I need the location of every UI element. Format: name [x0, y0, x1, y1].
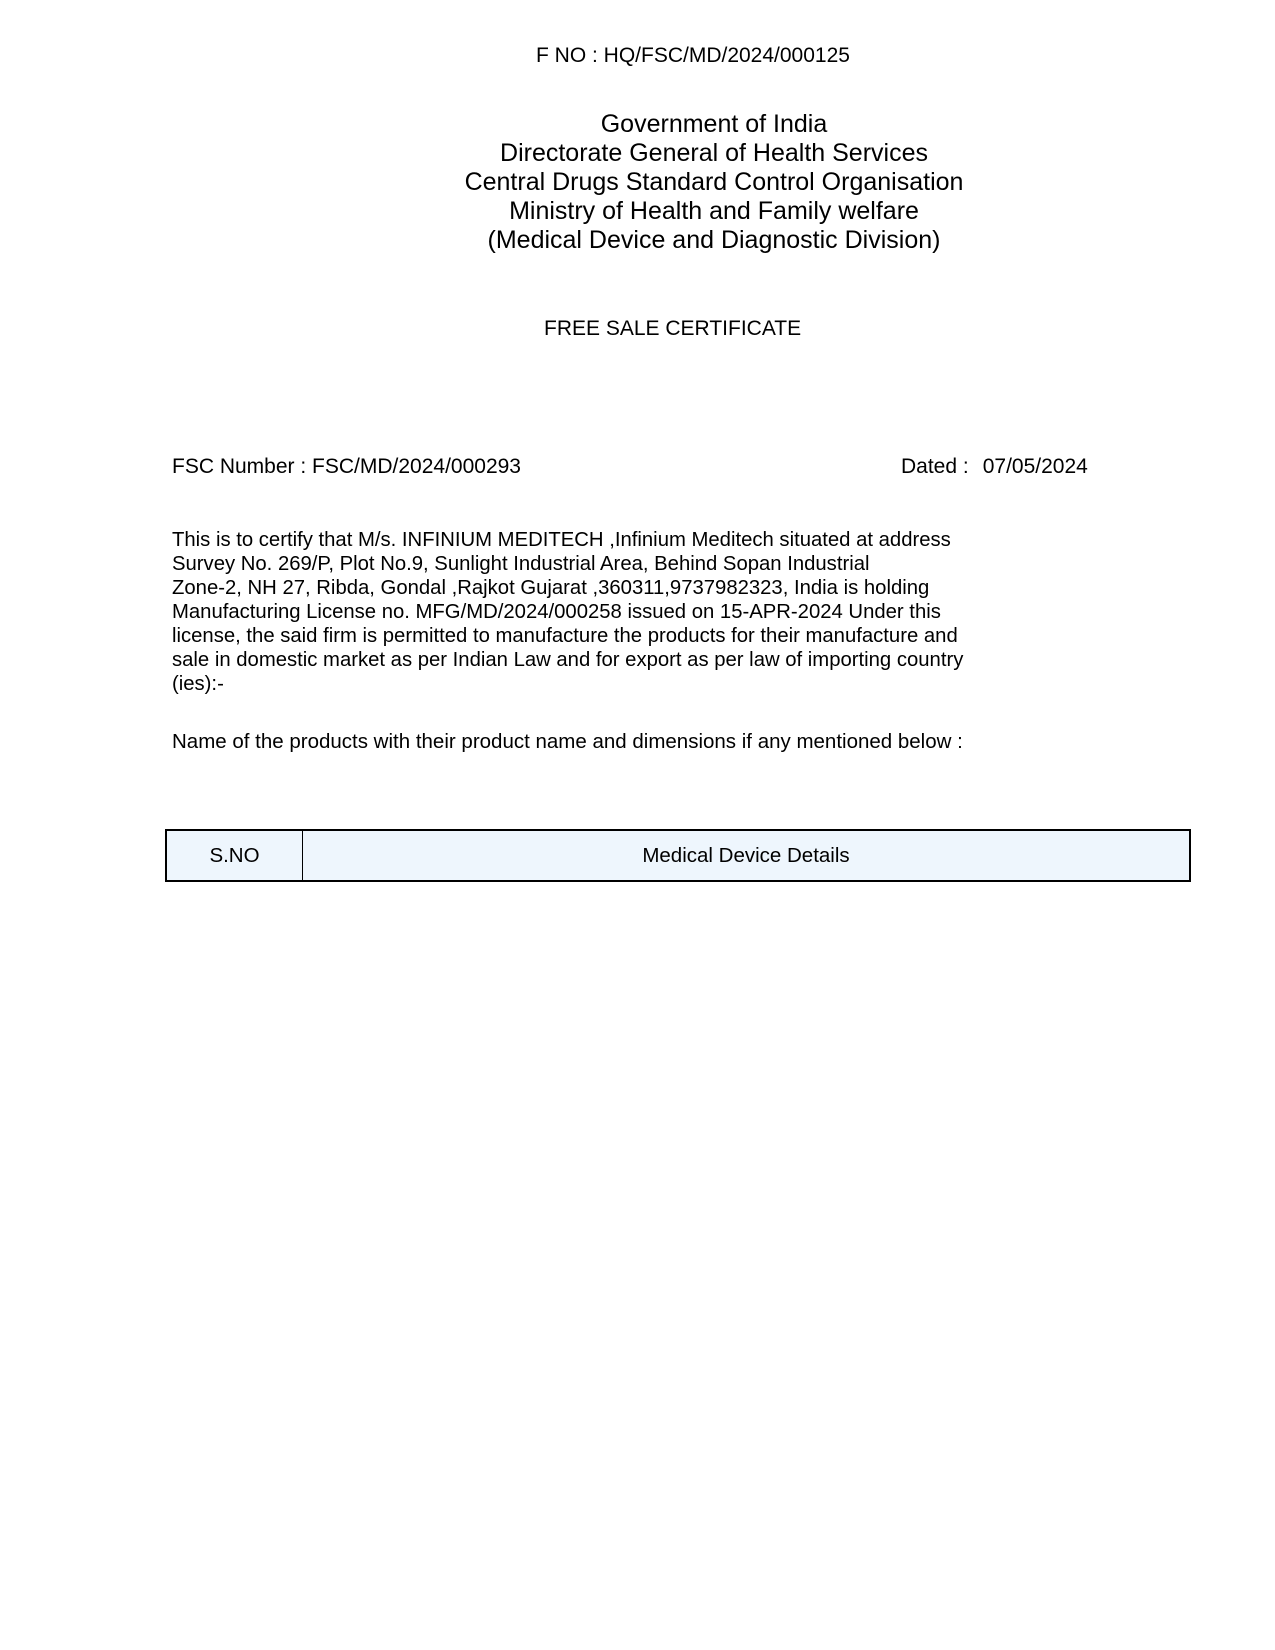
statement-line: sale in domestic market as per Indian Law and for export as per law of importing country	[172, 649, 964, 671]
statement-line: (ies):-	[172, 673, 224, 695]
file-number: F NO : HQ/FSC/MD/2024/000125	[536, 44, 850, 67]
certificate-title: FREE SALE CERTIFICATE	[544, 317, 802, 340]
issue-date-label: Dated :	[901, 455, 969, 478]
products-intro: Name of the products with their product name and dimensions if any mentioned below :	[172, 730, 963, 753]
table-header-sno: S.NO	[167, 831, 303, 880]
header-line-directorate: Directorate General of Health Services	[500, 139, 928, 167]
statement-line: Manufacturing License no. MFG/MD/2024/000258 issued on 15-APR-2024 Under this	[172, 601, 941, 623]
header-line-division: (Medical Device and Diagnostic Division)	[487, 226, 941, 254]
certification-statement	[172, 528, 1022, 696]
issue-date	[901, 455, 1088, 479]
statement-line: Survey No. 269/P, Plot No.9, Sunlight Industrial Area, Behind Sopan Industrial	[172, 553, 870, 575]
medical-device-table	[165, 829, 1191, 882]
fsc-number: FSC Number : FSC/MD/2024/000293	[172, 455, 521, 478]
header-line-government: Government of India	[600, 110, 828, 138]
statement-line: license, the said firm is permitted to manufacture the products for their manufacture and	[172, 625, 958, 647]
header-line-cdsco: Central Drugs Standard Control Organisation	[464, 168, 964, 196]
header-line-ministry: Ministry of Health and Family welfare	[509, 197, 919, 225]
issuing-authority-header	[440, 110, 988, 255]
issue-date-value: 07/05/2024	[982, 455, 1088, 478]
statement-line: Zone-2, NH 27, Ribda, Gondal ,Rajkot Gujarat ,360311,9737982323, India is holding	[172, 577, 930, 599]
table-header-device-details: Medical Device Details	[642, 843, 850, 867]
statement-line: This is to certify that M/s. INFINIUM MEDITECH ,Infinium Meditech situated at address	[172, 529, 951, 551]
